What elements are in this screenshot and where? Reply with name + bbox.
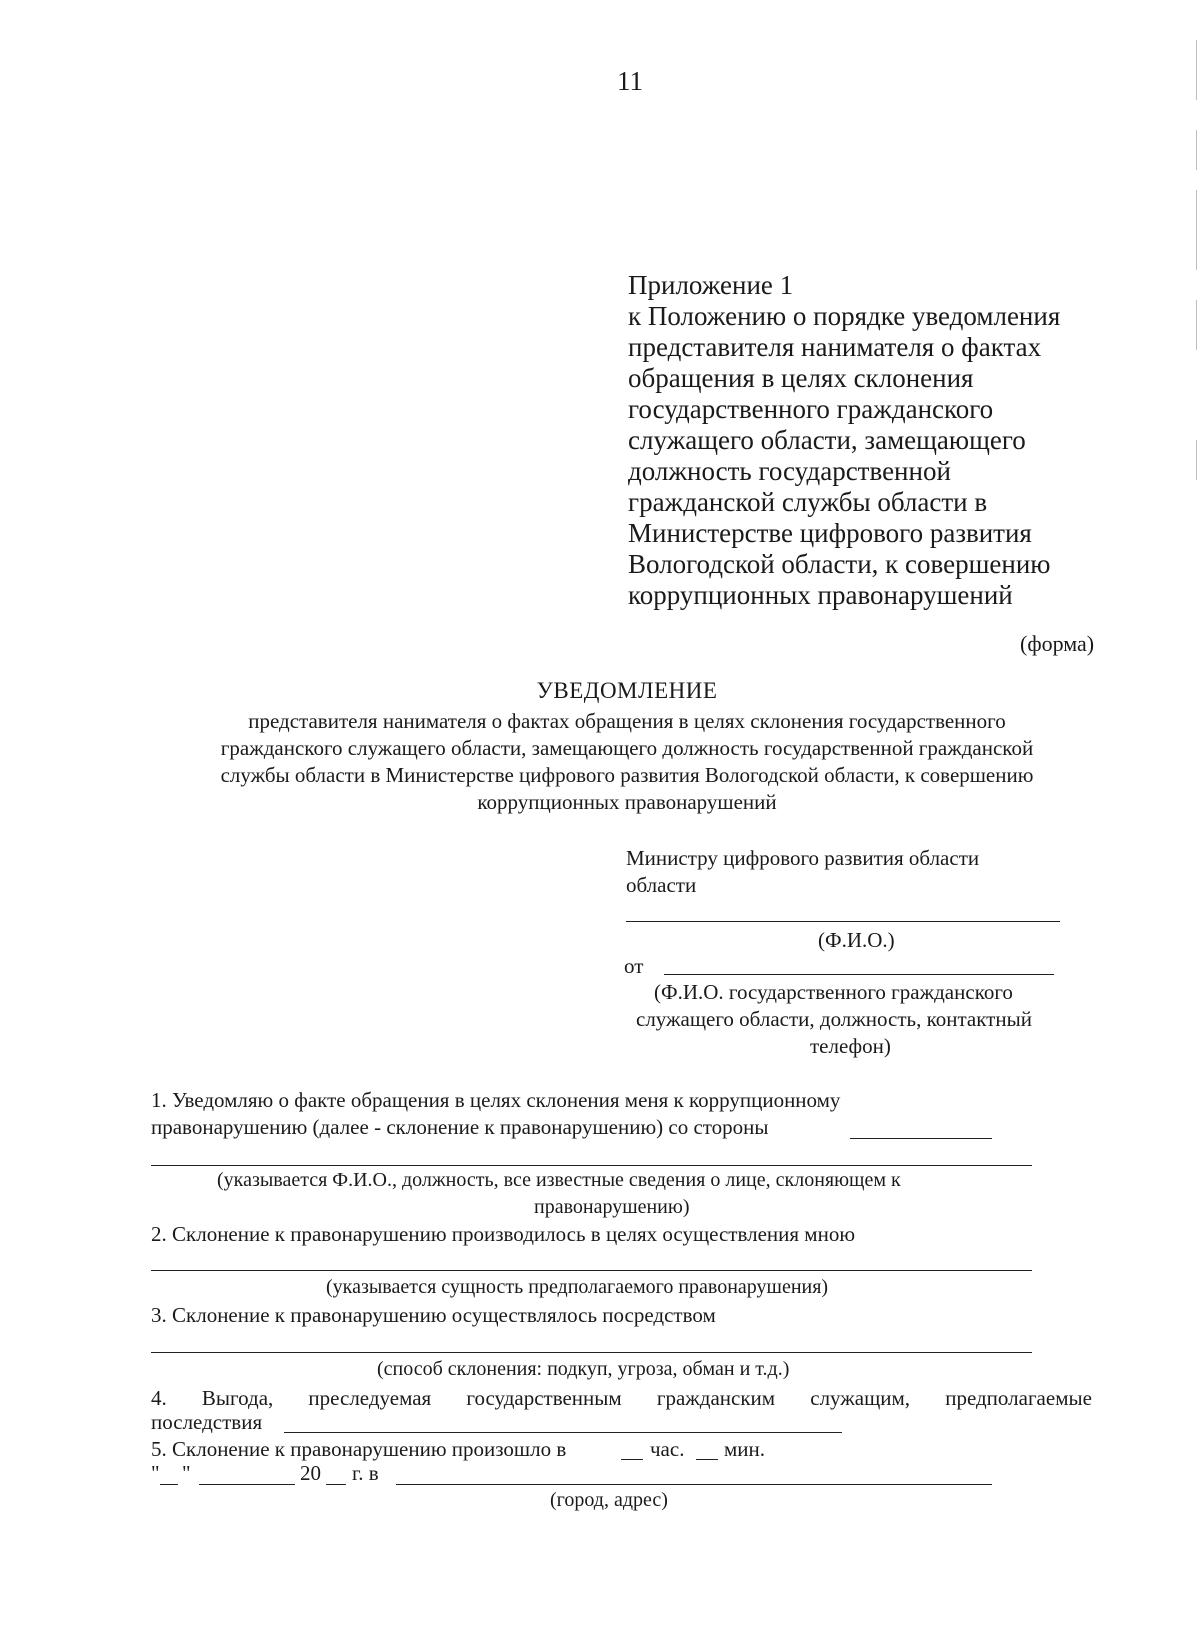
appendix-line: гражданской службы области в: [628, 487, 988, 517]
sender-caption: телефон): [810, 1034, 891, 1058]
form-label: (форма): [1020, 631, 1095, 656]
item-4-word: Выгода,: [201, 1386, 274, 1410]
scan-edge: [1190, 0, 1200, 1639]
hours-blank[interactable]: [621, 1459, 643, 1460]
appendix-line: Вологодской области, к совершению: [628, 549, 1051, 579]
document-subtitle: [150, 708, 1104, 816]
item-4-text: [151, 1386, 1092, 1411]
item-2-text: 2. Склонение к правонарушению производилось в целях осуществления мною: [151, 1222, 856, 1246]
item-4-word: служащим,: [810, 1386, 911, 1410]
minutes-label: мин.: [724, 1437, 766, 1461]
appendix-line: к Положению о порядке уведомления: [628, 301, 1061, 331]
item-4-word: преследуемая: [308, 1386, 432, 1410]
appendix-line: коррупционных правонарушений: [628, 580, 1013, 610]
appendix-line: Приложение 1: [628, 270, 794, 300]
subtitle-line: службы области в Министерстве цифрового развития Вологодской области, к совершению: [220, 763, 1034, 787]
consequences-blank[interactable]: [284, 1432, 842, 1433]
page-number: 11: [617, 66, 643, 96]
place-blank[interactable]: [396, 1484, 992, 1485]
year-suffix: г. в: [352, 1461, 379, 1485]
minutes-blank[interactable]: [696, 1459, 718, 1460]
item-3-text: 3. Склонение к правонарушению осуществлялось посредством: [151, 1303, 716, 1327]
item-3-caption: (способ склонения: подкуп, угроза, обман и т.д.): [377, 1358, 790, 1380]
item-1-caption: (указывается Ф.И.О., должность, все известные сведения о лице, склоняющем к: [217, 1169, 901, 1191]
item-4-text: последствия: [151, 1410, 263, 1434]
item-5-text: 5. Склонение к правонарушению произошло в: [151, 1437, 567, 1461]
subtitle-line: гражданского служащего области, замещающего должность государственной гражданской: [220, 736, 1034, 760]
appendix-line: представителя нанимателя о фактах: [628, 332, 1042, 362]
item-4-word: государственным: [466, 1386, 622, 1410]
appendix-line: государственного гражданского: [628, 394, 994, 424]
hours-label: час.: [650, 1437, 685, 1461]
appendix-line: служащего области, замещающего: [628, 425, 1026, 455]
appendix-header: [628, 270, 1098, 611]
appendix-line: должность государственной: [628, 456, 951, 486]
item-4-word: 4.: [151, 1386, 167, 1410]
addressee-line: Министру цифрового развития области: [626, 846, 980, 870]
addressee-line: области: [626, 873, 697, 897]
subtitle-line: коррупционных правонарушений: [477, 790, 777, 814]
sender-caption: (Ф.И.О. государственного гражданского: [654, 980, 1013, 1004]
item-1-text: 1. Уведомляю о факте обращения в целях склонения меня к коррупционному: [151, 1088, 841, 1112]
year-prefix: 20: [300, 1461, 321, 1485]
appendix-line: обращения в целях склонения: [628, 363, 974, 393]
item-4-word: предполагаемые: [945, 1386, 1092, 1410]
date-quote-close: ": [182, 1461, 191, 1485]
day-blank[interactable]: [160, 1484, 178, 1485]
from-label: от: [624, 954, 644, 978]
offense-essence-blank[interactable]: [151, 1270, 1032, 1271]
inducer-details-blank[interactable]: [151, 1165, 1032, 1166]
subtitle-line: представителя нанимателя о фактах обращения в целях склонения государственного: [248, 709, 1006, 733]
fio-caption: (Ф.И.О.): [818, 928, 895, 952]
place-caption: (город, адрес): [550, 1489, 668, 1511]
inducer-blank[interactable]: [850, 1138, 992, 1139]
year-blank[interactable]: [326, 1484, 346, 1485]
sender-name-blank[interactable]: [664, 974, 1054, 975]
appendix-line: Министерстве цифрового развития: [628, 518, 1032, 548]
item-4-word: гражданским: [656, 1386, 776, 1410]
inducement-method-blank[interactable]: [151, 1352, 1032, 1353]
sender-caption: служащего области, должность, контактный: [636, 1007, 1032, 1031]
item-2-caption: (указывается сущность предполагаемого правонарушения): [326, 1276, 829, 1298]
item-1-caption: правонарушению): [534, 1196, 690, 1218]
item-1-text: правонарушению (далее - склонение к правонарушению) со стороны: [151, 1115, 769, 1139]
date-quote-open: ": [151, 1461, 160, 1485]
month-blank[interactable]: [199, 1484, 295, 1485]
document-title: УВЕДОМЛЕНИЕ: [536, 678, 718, 703]
minister-name-blank[interactable]: [626, 921, 1060, 922]
